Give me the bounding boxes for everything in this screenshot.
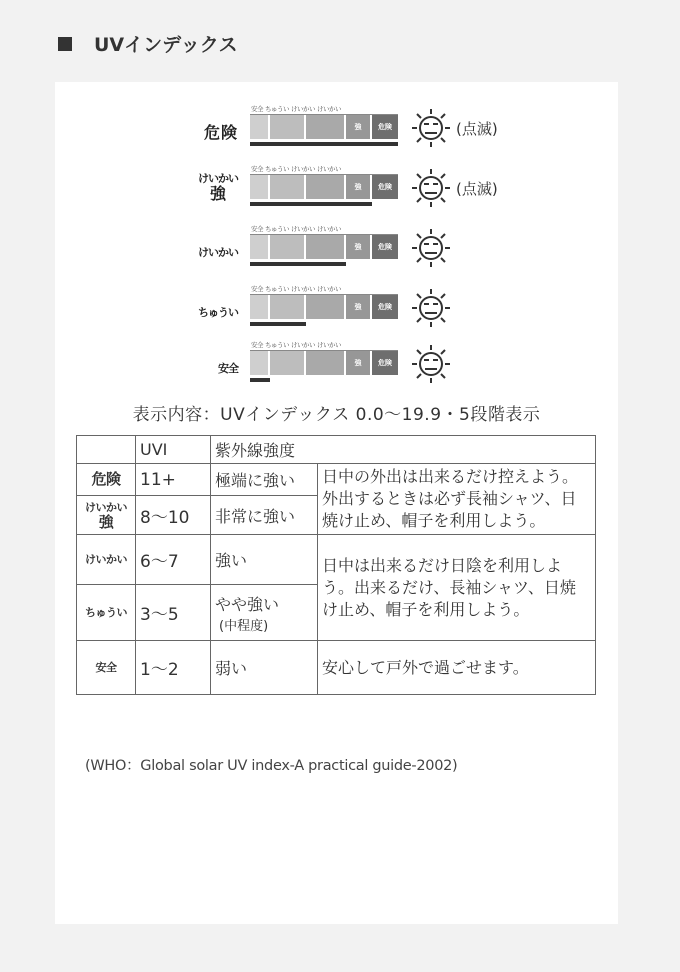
uvi-cell: 3〜5 bbox=[136, 585, 211, 641]
section-heading bbox=[58, 30, 238, 57]
indicator-bar: 強 危険 bbox=[250, 174, 398, 199]
intensity-cell: 極端に強い bbox=[211, 464, 318, 496]
table-row bbox=[77, 464, 596, 496]
category-cell: 安全 bbox=[77, 641, 136, 695]
segment-labels: 安全 ちゅうい けいかい けいかい bbox=[251, 285, 341, 293]
indicator-label: けいかい 強 bbox=[198, 172, 238, 203]
level-bar bbox=[250, 378, 270, 382]
sun-face-icon bbox=[411, 228, 451, 268]
advice-cell: 日中は出来るだけ日陰を利用しよう。出来るだけ、長袖シャツ、日焼け止め、帽子を利用しよう。 bbox=[318, 535, 596, 641]
table-row bbox=[77, 535, 596, 585]
category-cell: 危険 bbox=[77, 464, 136, 496]
uvi-cell: 6〜7 bbox=[136, 535, 211, 585]
category-cell: ちゅうい bbox=[77, 585, 136, 641]
indicator-row-safe bbox=[55, 340, 618, 396]
table-row bbox=[77, 641, 596, 695]
level-bar bbox=[250, 142, 398, 146]
sun-face-icon bbox=[411, 344, 451, 384]
indicator-row-caution-strong bbox=[55, 164, 618, 220]
level-bar bbox=[250, 202, 372, 206]
uv-index-table bbox=[76, 435, 596, 695]
indicator-row-danger bbox=[55, 104, 618, 160]
indicator-label: 危険 bbox=[203, 123, 238, 142]
indicator-caption: 表示内容：UVインデックス 0.0〜19.9・5段階表示 bbox=[132, 405, 541, 425]
uv-index-figure bbox=[55, 82, 618, 924]
indicator-label: 安全 bbox=[218, 362, 238, 375]
category-cell: けいかい 強 bbox=[77, 496, 136, 535]
sun-face-icon bbox=[411, 288, 451, 328]
table-header-cell: 紫外線強度 bbox=[211, 436, 596, 464]
indicator-label: ちゅうい bbox=[198, 306, 238, 319]
advice-cell: 安心して戸外で過ごせます。 bbox=[318, 641, 596, 695]
intensity-cell: 非常に強い bbox=[211, 496, 318, 535]
indicator-bar: 強 危険 bbox=[250, 114, 398, 139]
blink-label: (点滅) bbox=[456, 180, 498, 198]
sun-face-icon bbox=[411, 108, 451, 148]
level-bar bbox=[250, 322, 306, 326]
segment-labels: 安全 ちゅうい けいかい けいかい bbox=[251, 225, 341, 233]
indicator-bar: 強 危険 bbox=[250, 350, 398, 375]
uvi-cell: 1〜2 bbox=[136, 641, 211, 695]
level-bar bbox=[250, 262, 346, 266]
table-header-cell: UVI bbox=[136, 436, 211, 464]
segment-labels: 安全 ちゅうい けいかい けいかい bbox=[251, 105, 341, 113]
segment-labels: 安全 ちゅうい けいかい けいかい bbox=[251, 341, 341, 349]
intensity-cell: やや強い (中程度) bbox=[211, 585, 318, 641]
intensity-cell: 弱い bbox=[211, 641, 318, 695]
indicator-bar: 強 危険 bbox=[250, 234, 398, 259]
category-cell: けいかい bbox=[77, 535, 136, 585]
advice-cell: 日中の外出は出来るだけ控えよう。外出するときは必ず長袖シャツ、日焼け止め、帽子を利用しよう。 bbox=[318, 464, 596, 535]
uvi-cell: 11+ bbox=[136, 464, 211, 496]
sun-face-icon bbox=[411, 168, 451, 208]
intensity-cell: 強い bbox=[211, 535, 318, 585]
section-title: UVインデックス bbox=[94, 34, 238, 56]
indicator-row-caution bbox=[55, 224, 618, 280]
source-citation: (WHO：Global solar UV index-A practical guide-2002) bbox=[85, 758, 458, 774]
indicator-bar: 強 危険 bbox=[250, 294, 398, 319]
indicator-row-attention bbox=[55, 284, 618, 340]
table-header-row bbox=[77, 436, 596, 464]
square-bullet-icon bbox=[58, 37, 72, 51]
table-header-cell bbox=[77, 436, 136, 464]
blink-label: (点滅) bbox=[456, 120, 498, 138]
indicator-label: けいかい bbox=[198, 246, 238, 259]
uvi-cell: 8〜10 bbox=[136, 496, 211, 535]
segment-labels: 安全 ちゅうい けいかい けいかい bbox=[251, 165, 341, 173]
